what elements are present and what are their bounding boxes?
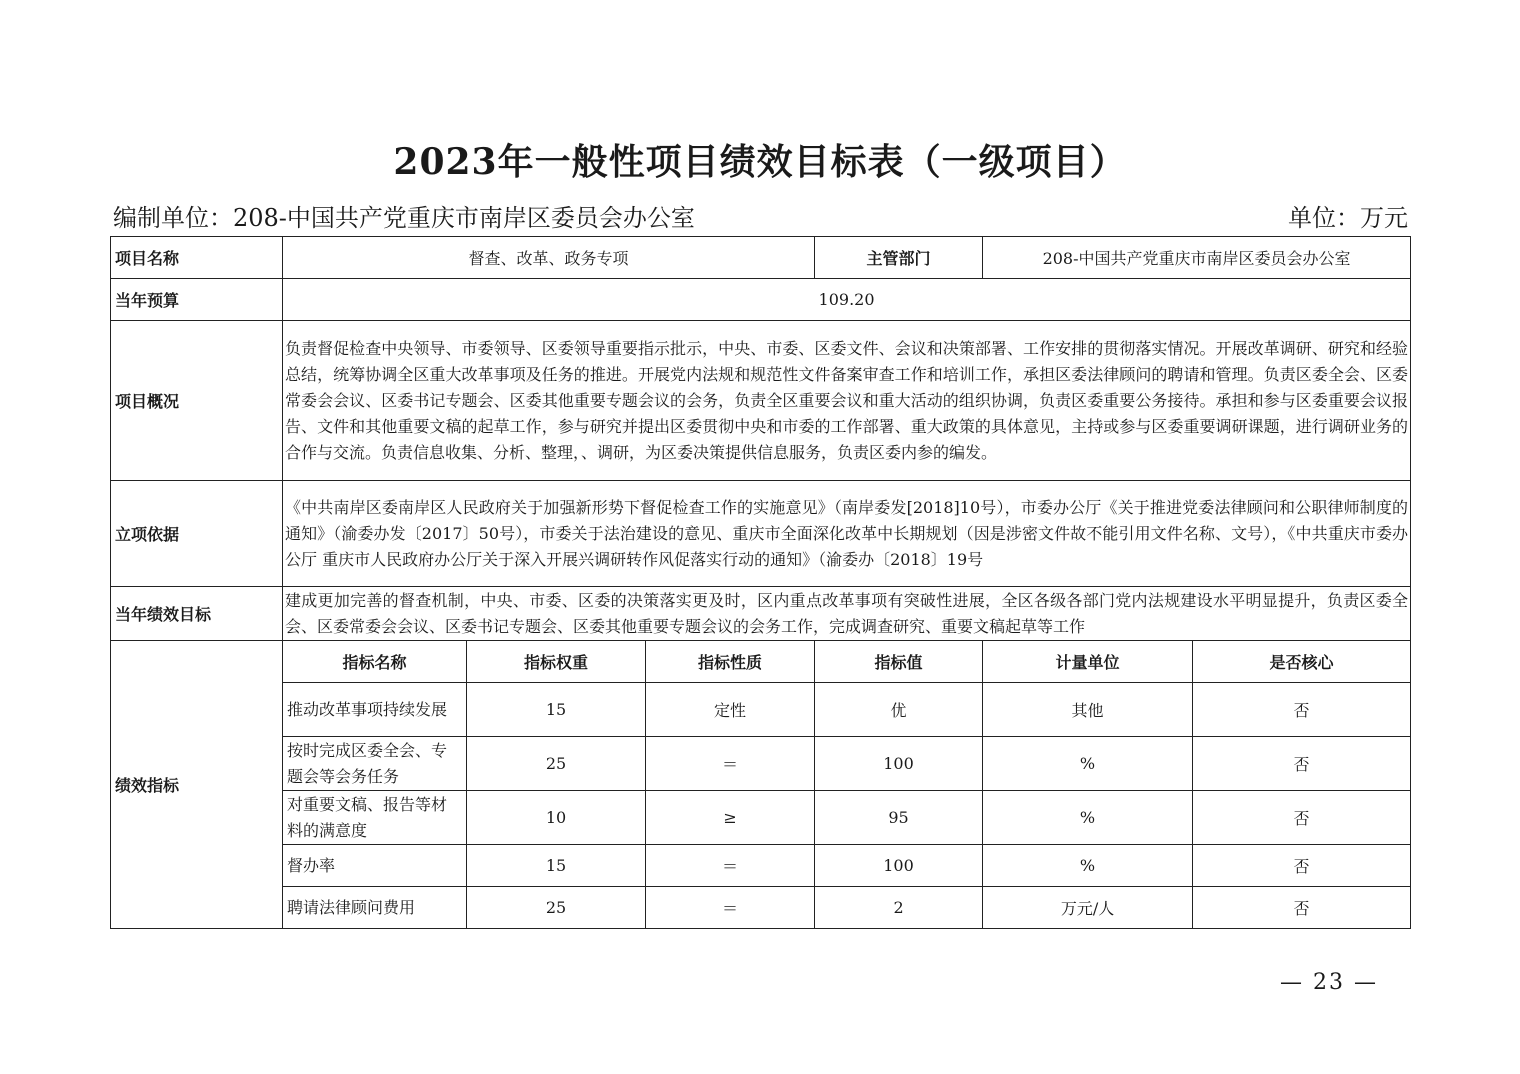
- overview-row: [111, 321, 1411, 481]
- indicator-nature: ＝: [646, 845, 815, 887]
- indicator-core: 否: [1193, 683, 1411, 737]
- indicators-label: 绩效指标: [111, 641, 283, 929]
- dept-value: 208-中国共产党重庆市南岸区委员会办公室: [983, 237, 1411, 279]
- indicator-nature: ≥: [646, 791, 815, 845]
- indicator-core: 否: [1193, 845, 1411, 887]
- indicator-weight: 15: [467, 845, 646, 887]
- indicator-nature: ＝: [646, 737, 815, 791]
- table-row: [111, 737, 1411, 791]
- goal-label: 当年绩效目标: [111, 587, 283, 641]
- table-row: [111, 887, 1411, 929]
- basis-row: [111, 481, 1411, 587]
- indicator-header-row: [111, 641, 1411, 683]
- table-row: [111, 845, 1411, 887]
- indicator-value: 100: [815, 737, 983, 791]
- indicator-weight: 10: [467, 791, 646, 845]
- dept-label: 主管部门: [815, 237, 983, 279]
- compiling-unit: 编制单位：208-中国共产党重庆市南岸区委员会办公室: [113, 204, 695, 232]
- indicator-weight: 25: [467, 887, 646, 929]
- currency-unit: 单位：万元: [1288, 204, 1408, 232]
- indicator-name: 聘请法律顾问费用: [283, 887, 467, 929]
- indicator-value: 95: [815, 791, 983, 845]
- overview-label: 项目概况: [111, 321, 283, 481]
- project-name-row: [111, 237, 1411, 279]
- indicator-unit: 其他: [983, 683, 1193, 737]
- indicator-unit: 万元/人: [983, 887, 1193, 929]
- indicator-name: 对重要文稿、报告等材料的满意度: [283, 791, 467, 845]
- indicator-value: 100: [815, 845, 983, 887]
- header-nature: 指标性质: [646, 641, 815, 683]
- page-number: — 23 —: [1280, 970, 1378, 995]
- indicator-unit: %: [983, 791, 1193, 845]
- budget-label: 当年预算: [111, 279, 283, 321]
- indicator-unit: %: [983, 737, 1193, 791]
- header-unit: 计量单位: [983, 641, 1193, 683]
- basis-value: 《中共南岸区委南岸区人民政府关于加强新形势下督促检查工作的实施意见》（南岸委发[2018]10号），市委办公厅《关于推进党委法律顾问和公职律师制度的通知》（渝委办发〔2017〕50号），市委关于法治建设的意见、重庆市全面深化改革中长期规划（因是涉密文件故不能引用文件名称、文号），《中共重庆市委办公厅 重庆市人民政府办公厅关于深入开展兴调研转作风促落实行动的通知》（渝委办〔2018〕19号: [283, 481, 1411, 587]
- goal-value: 建成更加完善的督查机制，中央、市委、区委的决策落实更及时，区内重点改革事项有突破性进展，全区各级各部门党内法规建设水平明显提升，负责区委全会、区委常委会会议、区委书记专题会、区委其他重要专题会议的会务工作，完成调查研究、重要文稿起草等工作: [283, 587, 1411, 641]
- header-core: 是否核心: [1193, 641, 1411, 683]
- indicator-name: 推动改革事项持续发展: [283, 683, 467, 737]
- budget-value: 109.20: [283, 279, 1411, 321]
- indicator-nature: 定性: [646, 683, 815, 737]
- overview-value: 负责督促检查中央领导、市委领导、区委领导重要指示批示，中央、市委、区委文件、会议和决策部署、工作安排的贯彻落实情况。开展改革调研、研究和经验总结，统筹协调全区重大改革事项及任务的推进。开展党内法规和规范性文件备案审查工作和培训工作，承担区委法律顾问的聘请和管理。负责区委全会、区委常委会会议、区委书记专题会、区委其他重要专题会议的会务，负责全区重要会议和重大活动的组织协调，负责区委重要公务接待。承担和参与区委重要会议报告、文件和其他重要文稿的起草工作，参与研究并提出区委贯彻中央和市委的工作部署、重大政策的具体意见，主持或参与区委重要调研课题，进行调研业务的合作与交流。负责信息收集、分析、整理，、调研，为区委决策提供信息服务，负责区委内参的编发。: [283, 321, 1411, 481]
- indicator-unit: %: [983, 845, 1193, 887]
- header-indicator-name: 指标名称: [283, 641, 467, 683]
- indicator-name: 按时完成区委全会、专题会等会务任务: [283, 737, 467, 791]
- budget-row: [111, 279, 1411, 321]
- indicator-value: 2: [815, 887, 983, 929]
- table-row: [111, 791, 1411, 845]
- project-name-label: 项目名称: [111, 237, 283, 279]
- indicator-core: 否: [1193, 887, 1411, 929]
- indicator-value: 优: [815, 683, 983, 737]
- indicator-core: 否: [1193, 737, 1411, 791]
- indicator-nature: ＝: [646, 887, 815, 929]
- basis-label: 立项依据: [111, 481, 283, 587]
- goal-row: [111, 587, 1411, 641]
- indicator-core: 否: [1193, 791, 1411, 845]
- table-row: [111, 683, 1411, 737]
- page-title: 2023年一般性项目绩效目标表（一级项目）: [393, 141, 1127, 183]
- header-value: 指标值: [815, 641, 983, 683]
- indicator-name: 督办率: [283, 845, 467, 887]
- performance-table: [110, 236, 1411, 929]
- project-name-value: 督查、改革、政务专项: [283, 237, 815, 279]
- indicator-weight: 15: [467, 683, 646, 737]
- indicator-weight: 25: [467, 737, 646, 791]
- header-weight: 指标权重: [467, 641, 646, 683]
